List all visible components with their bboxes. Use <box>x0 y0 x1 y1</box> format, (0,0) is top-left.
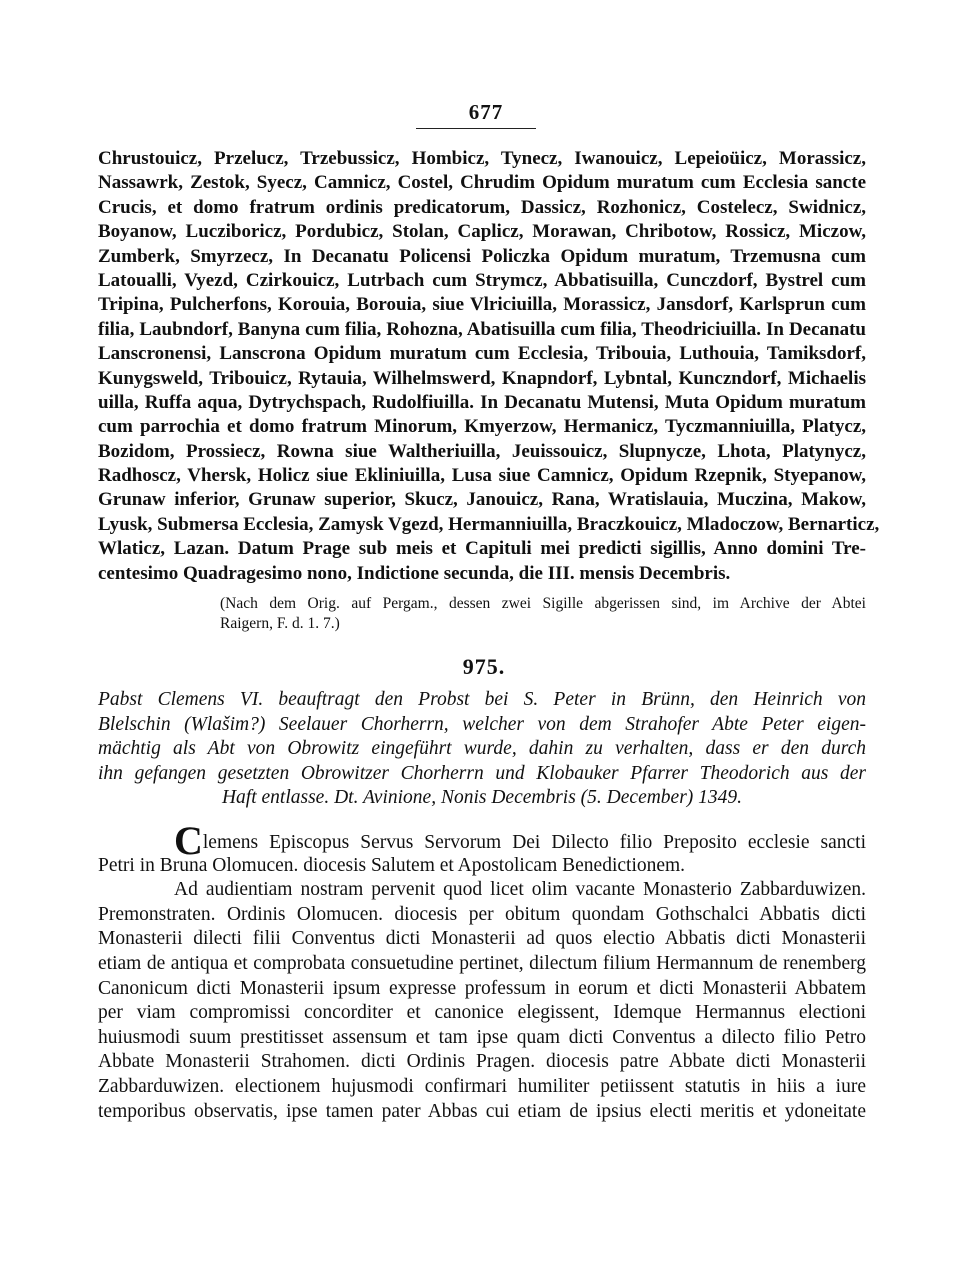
text-line: Wlaticz, Lazan. Datum Prage sub meis et Capituli mei predicti sigillis, Anno domini Tre- <box>98 538 866 560</box>
text-line: etiam de antiqua et comprobata consuetudine pertinet, dilectum filium Hermannum de renemberg <box>98 952 866 974</box>
text-line: Bozidom, Prossiecz, Rowna siue Waltheriuilla, Jeuissouicz, Slupnycze, Lhota, Platynycz, <box>98 440 866 462</box>
document-number: 975. <box>462 654 506 680</box>
drop-initial: C <box>174 818 203 863</box>
first-line-text: lemens Episcopus Servus Servorum Dei Dilecto filio Preposito ecclesie sancti <box>202 832 866 853</box>
text-line: Nassawrk, Zestok, Syecz, Camnicz, Costel, Chrudim Opidum muratum cum Ecclesia sancte <box>98 172 866 194</box>
regest-line: Pabst Clemens VI. beauftragt den Probst bei S. Peter in Brünn, den Heinrich von <box>98 689 866 711</box>
regest-line: mächtig als Abt von Obrowitz eingeführt wurde, dahin zu verhalten, dass er den durch <box>98 738 866 760</box>
text-line: Zabbarduwizen. electionem hujusmodi confirmari humiliter petiissent statutis in hiis a iure <box>98 1075 866 1097</box>
text-line: Chrustouicz, Przelucz, Trzebussicz, Hombicz, Tynecz, Iwanouicz, Lepeioüicz, Morassicz, <box>98 148 866 169</box>
regest-line: ihn gefangen gesetzten Obrowitzer Chorherrn und Klobauker Pfarrer Theodorich aus der <box>98 762 866 784</box>
text-line: cum parrochia et domo fratrum Minorum, Kmyerzow, Hermanicz, Tyczmanniuilla, Platycz, <box>98 416 866 438</box>
text-line: Boyanow, Lucziboricz, Pordubicz, Stolan, Caplicz, Morawan, Chribotow, Rossicz, Miczow, <box>98 221 866 243</box>
text-line: Radhoscz, Vhersk, Holicz siue Ekliniuilla, Lusa siue Camnicz, Opidum Rzepnik, Styepanow, <box>98 465 866 487</box>
text-line: uilla, Ruffa aqua, Dytrychspach, Rudolfiuilla. In Decanatu Mutensi, Muta Opidum muratum <box>98 391 866 413</box>
note-line: Raigern, F. d. 1. 7.) <box>220 615 340 633</box>
text-line: centesimo Quadragesimo nono, Indictione secunda, die III. mensis Decembris. <box>98 562 731 584</box>
regest-summary <box>98 688 866 811</box>
text-line <box>98 818 866 863</box>
text-line: Tripina, Pulcherfons, Korouia, Borouia, siue Vlriciuilla, Morassicz, Jansdorf, Karlsprun cum <box>98 294 866 316</box>
note-line: (Nach dem Orig. auf Pergam., dessen zwei Sigille abgerissen sind, im Archive der Abtei <box>220 595 866 613</box>
source-note <box>220 594 866 634</box>
charter-text <box>98 818 866 1124</box>
regest-line: Haft entlasse. Dt. Avinione, Nonis Decembris (5. December) 1349. <box>221 787 743 809</box>
page-number: 677 <box>468 100 504 124</box>
document-page <box>98 100 880 1124</box>
text-line: Latoualli, Vyezd, Czirkouicz, Lutrbach cum Strymcz, Abbatisuilla, Cunczdorf, Bystrel cum <box>98 269 866 291</box>
text-line: huiusmodi suum prestitisset assensum et tam ipse quam dicti Conventus a dilecto filio Petro <box>98 1026 866 1048</box>
text-line: Grunaw inferior, Grunaw superior, Skucz, Janouicz, Rana, Wratislauia, Muczina, Makow, <box>98 489 866 511</box>
text-line: Monasterii dilecti filii Conventus dicti Monasterii ad quos electio Abbatis dicti Monasterii <box>98 928 866 950</box>
text-line: Kunygsweld, Tribouicz, Rytauia, Wilhelmswerd, Knapndorf, Lybntal, Kunczndorf, Michaelis <box>98 367 866 389</box>
text-line: Petri in Bruna Olomucen. diocesis Salutem et Apostolicam Benedictionem. <box>98 854 686 876</box>
text-line: Lyusk, Submersa Ecclesia, Zamysk Vgezd, Hermanniuilla, Braczkouicz, Mladoczow, Bernarticz, <box>98 513 880 535</box>
regest-line: Blelschin (Wlašim?) Seelauer Chorherrn, welcher von dem Strahofer Abte Peter eigen- <box>98 713 866 735</box>
body-text-continuation <box>98 147 880 586</box>
text-line: per viam compromissi concorditer et canonice elegissent, Idemque Hermannus electioni <box>98 1002 866 1024</box>
text-line: filia, Laubndorf, Banyna cum filia, Rohozna, Abatisuilla cum filia, Theodriciuilla. In Decanatu <box>98 318 866 340</box>
text-line: Ad audientiam nostram pervenit quod licet olim vacante Monasterio Zabbarduwizen. <box>174 879 866 901</box>
header-rule <box>416 128 536 129</box>
text-line: Crucis, et domo fratrum ordinis predicatorum, Dassicz, Rozhonicz, Costelecz, Swidnicz, <box>98 196 866 218</box>
text-line: Lanscronensi, Lanscrona Opidum muratum cum Ecclesia, Tribouia, Luthouia, Tamiksdorf, <box>98 343 866 365</box>
text-line: Premonstraten. Ordinis Olomucen. diocesis per obitum quondam Gothschalci Abbatis dicti <box>98 903 866 925</box>
text-line: Abbate Monasterii Strahomen. dicti Ordinis Pragen. diocesis patre Abbate dicti Monasterii <box>98 1051 866 1073</box>
text-line: temporibus observatis, ipse tamen pater Abbas cui etiam de ipsius electi meritis et ydoneitate <box>98 1100 866 1122</box>
text-line: Canonicum dicti Monasterii ipsum expresse professum in eorum et dicti Monasterii Abbatem <box>98 977 866 999</box>
text-line: Zumberk, Smyrzecz, In Decanatu Policensi Policzka Opidum muratum, Trzemusna cum <box>98 245 866 267</box>
